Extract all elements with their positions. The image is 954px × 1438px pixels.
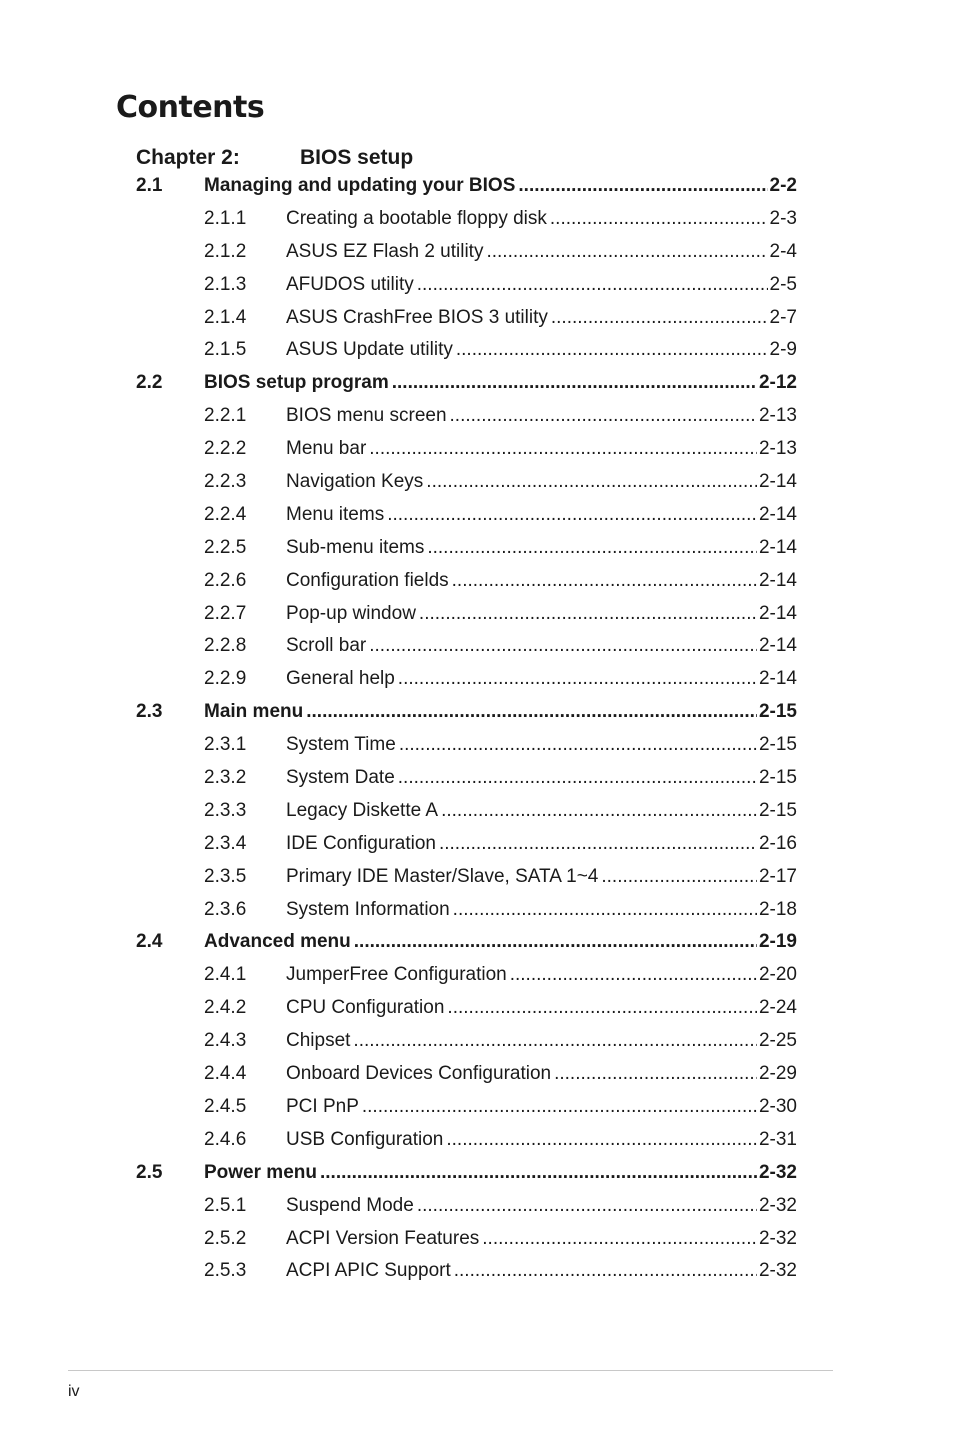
toc-subsection-entry[interactable]	[136, 899, 797, 932]
toc-entry-page: 2-15	[758, 701, 797, 723]
toc-subsection-entry[interactable]	[136, 405, 797, 438]
toc-subsection-entry[interactable]	[136, 635, 797, 668]
toc-section-entry[interactable]	[136, 701, 797, 734]
dot-leader	[453, 899, 757, 921]
toc-subsection-entry[interactable]	[136, 603, 797, 636]
toc-subsection-entry[interactable]	[136, 997, 797, 1030]
toc-entry-page: 2-14	[758, 536, 797, 558]
toc-subsection-entry[interactable]	[136, 767, 797, 800]
dot-leader	[369, 438, 757, 460]
dot-leader	[426, 471, 757, 493]
toc-entry-page: 2-15	[758, 767, 797, 789]
toc-entry-page: 2-13	[758, 438, 797, 460]
toc-subsection-entry[interactable]	[136, 668, 797, 701]
toc-entry-title: Menu items	[286, 503, 385, 525]
toc-entry-title: Scroll bar	[286, 635, 367, 657]
toc-entry-title: Chipset	[286, 1030, 351, 1052]
toc-entry-page: 2-32	[758, 1260, 797, 1282]
toc-entry-page: 2-18	[758, 898, 797, 920]
toc-entry-page: 2-14	[758, 668, 797, 690]
toc-entry-page: 2-4	[769, 240, 797, 262]
toc-subsection-entry[interactable]	[136, 1096, 797, 1129]
toc-subsection-entry[interactable]	[136, 1228, 797, 1261]
toc-subsection-entry[interactable]	[136, 570, 797, 603]
toc-subsection-entry[interactable]	[136, 307, 797, 340]
toc-subsection-entry[interactable]	[136, 274, 797, 307]
toc-entry-page: 2-2	[769, 175, 797, 196]
toc-subsection-entry[interactable]	[136, 800, 797, 833]
toc-subsection-entry[interactable]	[136, 208, 797, 241]
dot-leader	[417, 1195, 757, 1217]
toc-entry-page: 2-5	[769, 273, 797, 295]
toc-entry-page: 2-24	[758, 997, 797, 1019]
toc-entry-number: 2.2.5	[204, 536, 247, 558]
toc-subsection-entry[interactable]	[136, 537, 797, 570]
dot-leader	[554, 1063, 757, 1085]
dot-leader	[354, 931, 757, 953]
toc-entry-page: 2-9	[769, 339, 797, 361]
toc-entry-number: 2.4.2	[204, 997, 247, 1019]
toc-entry-page: 2-13	[758, 405, 797, 427]
toc-entry-page: 2-19	[758, 931, 797, 953]
toc-entry-page: 2-7	[769, 306, 797, 328]
toc-entry-title: Onboard Devices Configuration	[286, 1063, 552, 1085]
toc-subsection-entry[interactable]	[136, 241, 797, 274]
toc-entry-page: 2-25	[758, 1030, 797, 1052]
toc-entry-title: PCI PnP	[286, 1095, 359, 1117]
toc-list	[136, 175, 797, 1293]
toc-entry-number: 2.3.2	[204, 767, 247, 789]
toc-entry-page: 2-31	[758, 1128, 797, 1150]
toc-entry-title: ASUS CrashFree BIOS 3 utility	[286, 306, 548, 328]
dot-leader	[486, 241, 767, 263]
toc-entry-number: 2.5	[136, 1161, 163, 1183]
toc-entry-title: Creating a bootable floppy disk	[286, 207, 547, 229]
dot-leader	[454, 1260, 757, 1282]
toc-entry-number: 2.3.4	[204, 832, 247, 854]
toc-entry-number: 2.3	[136, 701, 163, 723]
toc-entry-number: 2.3.3	[204, 799, 247, 821]
toc-entry-number: 2.5.3	[204, 1260, 247, 1282]
dot-leader	[441, 800, 757, 822]
toc-entry-page: 2-3	[769, 207, 797, 229]
toc-entry-title: Primary IDE Master/Slave, SATA 1~4	[286, 865, 599, 887]
toc-entry-page: 2-15	[758, 799, 797, 821]
toc-entry-title: Configuration fields	[286, 569, 449, 591]
toc-entry-number: 2.4.6	[204, 1128, 247, 1150]
page-title: Contents	[116, 90, 265, 125]
dot-leader	[398, 767, 757, 789]
toc-entry-number: 2.3.6	[204, 898, 247, 920]
toc-entry-number: 2.1	[136, 175, 163, 196]
toc-entry-title: Pop-up window	[286, 602, 416, 624]
toc-entry-page: 2-32	[758, 1194, 797, 1216]
toc-section-entry[interactable]	[136, 931, 797, 964]
dot-leader	[482, 1228, 757, 1250]
toc-entry-title: General help	[286, 668, 395, 690]
toc-entry-title: Legacy Diskette A	[286, 799, 439, 821]
toc-entry-page: 2-32	[758, 1227, 797, 1249]
toc-entry-title: Suspend Mode	[286, 1194, 414, 1216]
toc-entry-title: System Time	[286, 734, 396, 756]
chapter-name: BIOS setup	[300, 146, 414, 169]
dot-leader	[369, 635, 757, 657]
toc-entry-number: 2.1.2	[204, 240, 247, 262]
toc-subsection-entry[interactable]	[136, 866, 797, 899]
toc-entry-page: 2-20	[758, 964, 797, 986]
toc-entry-page: 2-16	[758, 832, 797, 854]
toc-entry-page: 2-14	[758, 471, 797, 493]
toc-entry-number: 2.4.4	[204, 1063, 247, 1085]
toc-entry-title: JumperFree Configuration	[286, 964, 507, 986]
dot-leader	[601, 866, 757, 888]
toc-entry-number: 2.2.1	[204, 405, 247, 427]
toc-entry-title: Sub-menu items	[286, 536, 425, 558]
toc-entry-title: ACPI APIC Support	[286, 1260, 451, 1282]
dot-leader	[427, 537, 757, 559]
toc-entry-title: ASUS Update utility	[286, 339, 453, 361]
toc-entry-title: Advanced menu	[204, 931, 351, 953]
dot-leader	[387, 504, 757, 526]
dot-leader	[320, 1162, 757, 1184]
toc-entry-title: BIOS setup program	[204, 372, 389, 394]
dot-leader	[417, 274, 768, 296]
toc-entry-page: 2-32	[758, 1161, 797, 1183]
toc-entry-title: ACPI Version Features	[286, 1227, 480, 1249]
dot-leader	[450, 405, 757, 427]
toc-entry-page: 2-14	[758, 635, 797, 657]
toc-entry-number: 2.4.5	[204, 1095, 247, 1117]
toc-entry-number: 2.4.3	[204, 1030, 247, 1052]
dot-leader	[510, 964, 757, 986]
toc-entry-number: 2.1.1	[204, 207, 247, 229]
toc-subsection-entry[interactable]	[136, 1030, 797, 1063]
toc-entry-number: 2.2.6	[204, 569, 247, 591]
dot-leader	[392, 372, 757, 394]
toc-subsection-entry[interactable]	[136, 833, 797, 866]
page-number: iv	[68, 1383, 80, 1400]
chapter-label: Chapter 2:	[136, 146, 240, 169]
dot-leader	[306, 701, 757, 723]
toc-entry-number: 2.2.8	[204, 635, 247, 657]
toc-entry-page: 2-15	[758, 734, 797, 756]
dot-leader	[518, 175, 767, 197]
toc-entry-number: 2.3.1	[204, 734, 247, 756]
dot-leader	[439, 833, 757, 855]
toc-entry-page: 2-17	[758, 865, 797, 887]
dot-leader	[362, 1096, 757, 1118]
toc-section-entry[interactable]	[136, 1162, 797, 1195]
toc-entry-title: System Information	[286, 898, 450, 920]
toc-entry-title: ASUS EZ Flash 2 utility	[286, 240, 484, 262]
dot-leader	[419, 603, 757, 625]
dot-leader	[446, 1129, 757, 1151]
toc-entry-title: AFUDOS utility	[286, 273, 414, 295]
toc-entry-number: 2.2.4	[204, 503, 247, 525]
dot-leader	[551, 307, 768, 329]
toc-entry-title: USB Configuration	[286, 1128, 444, 1150]
toc-entry-page: 2-14	[758, 602, 797, 624]
chapter-heading	[136, 144, 413, 172]
toc-entry-number: 2.2.9	[204, 668, 247, 690]
toc-subsection-entry[interactable]	[136, 734, 797, 767]
dot-leader	[353, 1030, 757, 1052]
toc-entry-title: Main menu	[204, 701, 304, 723]
toc-subsection-entry[interactable]	[136, 438, 797, 471]
toc-entry-page: 2-29	[758, 1063, 797, 1085]
toc-entry-page: 2-14	[758, 569, 797, 591]
toc-subsection-entry[interactable]	[136, 1260, 797, 1293]
dot-leader	[398, 668, 757, 690]
toc-entry-number: 2.1.3	[204, 273, 247, 295]
toc-entry-number: 2.4	[136, 931, 163, 953]
toc-section-entry[interactable]	[136, 175, 797, 208]
toc-entry-title: BIOS menu screen	[286, 405, 447, 427]
toc-subsection-entry[interactable]	[136, 1129, 797, 1162]
toc-entry-title: Navigation Keys	[286, 471, 424, 493]
dot-leader	[447, 997, 757, 1019]
toc-entry-number: 2.4.1	[204, 964, 247, 986]
dot-leader	[399, 734, 757, 756]
toc-entry-page: 2-30	[758, 1095, 797, 1117]
toc-entry-page: 2-14	[758, 503, 797, 525]
toc-entry-title: CPU Configuration	[286, 997, 445, 1019]
toc-entry-page: 2-12	[758, 372, 797, 394]
toc-entry-number: 2.2	[136, 372, 163, 394]
toc-entry-number: 2.5.1	[204, 1194, 247, 1216]
toc-entry-number: 2.2.3	[204, 471, 247, 493]
toc-subsection-entry[interactable]	[136, 471, 797, 504]
toc-entry-title: IDE Configuration	[286, 832, 436, 854]
toc-entry-title: Power menu	[204, 1161, 317, 1183]
toc-section-entry[interactable]	[136, 372, 797, 405]
toc-entry-number: 2.2.7	[204, 602, 247, 624]
toc-entry-number: 2.1.4	[204, 306, 247, 328]
dot-leader	[452, 570, 757, 592]
toc-entry-number: 2.2.2	[204, 438, 247, 460]
toc-entry-title: Menu bar	[286, 438, 367, 460]
dot-leader	[456, 339, 768, 361]
dot-leader	[550, 208, 768, 230]
toc-entry-number: 2.1.5	[204, 339, 247, 361]
toc-subsection-entry[interactable]	[136, 1195, 797, 1228]
toc-subsection-entry[interactable]	[136, 1063, 797, 1096]
toc-entry-title: System Date	[286, 767, 395, 789]
footer-rule	[68, 1370, 833, 1371]
toc-entry-number: 2.5.2	[204, 1227, 247, 1249]
toc-entry-number: 2.3.5	[204, 865, 247, 887]
toc-subsection-entry[interactable]	[136, 964, 797, 997]
toc-subsection-entry[interactable]	[136, 504, 797, 537]
toc-subsection-entry[interactable]	[136, 339, 797, 372]
toc-entry-title: Managing and updating your BIOS	[204, 175, 516, 196]
